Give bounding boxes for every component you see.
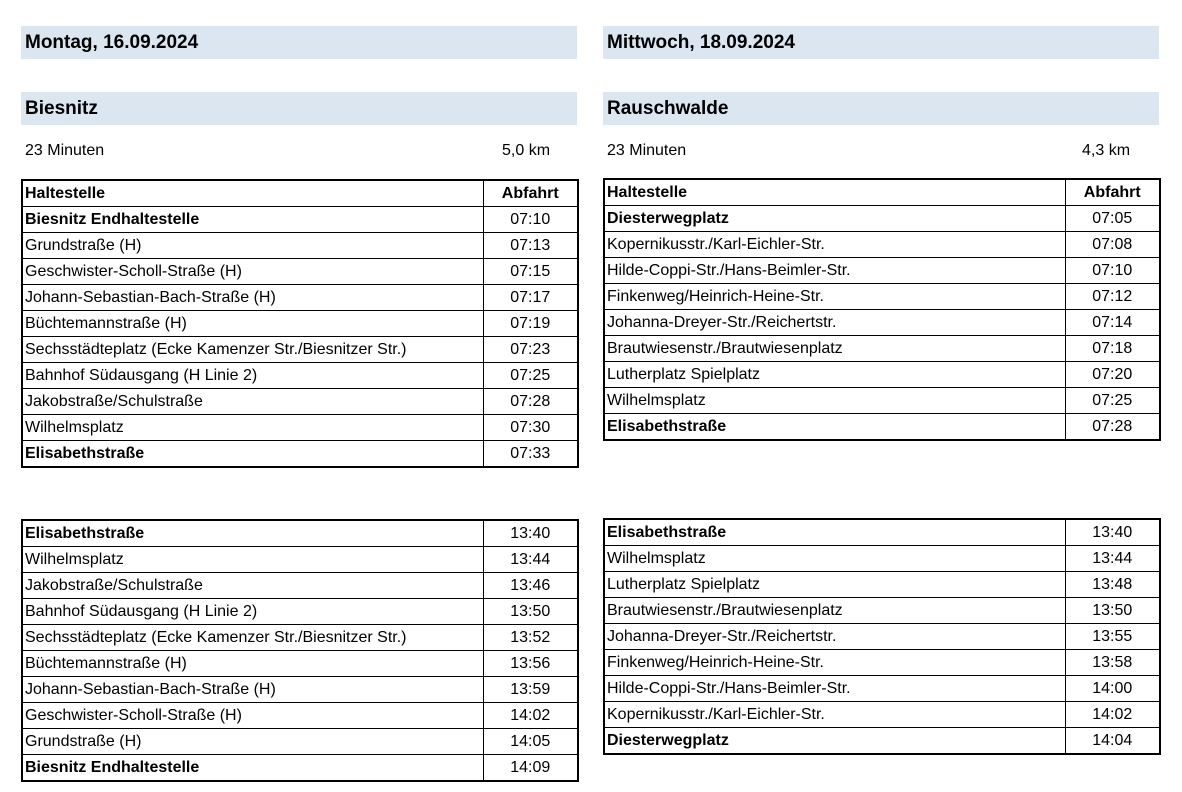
table-row bbox=[604, 546, 1160, 572]
table-row bbox=[604, 310, 1160, 336]
stop-name: Grundstraße (H) bbox=[22, 233, 483, 259]
header-time: Abfahrt bbox=[1065, 179, 1160, 206]
stop-name: Diesterwegplatz bbox=[604, 206, 1065, 232]
departure-time: 07:17 bbox=[483, 285, 578, 311]
stop-name: Kopernikusstr./Karl-Eichler-Str. bbox=[604, 702, 1065, 728]
table-row bbox=[604, 676, 1160, 702]
table-row bbox=[604, 336, 1160, 362]
table-row bbox=[22, 520, 578, 547]
departure-time: 13:40 bbox=[483, 520, 578, 547]
stop-name: Elisabethstraße bbox=[22, 520, 483, 547]
departure-time: 14:05 bbox=[483, 729, 578, 755]
table-row bbox=[604, 650, 1160, 676]
table-row bbox=[22, 337, 578, 363]
table-row bbox=[604, 519, 1160, 546]
stop-name: Sechsstädteplatz (Ecke Kamenzer Str./Biesnitzer Str.) bbox=[22, 337, 483, 363]
stop-name: Kopernikusstr./Karl-Eichler-Str. bbox=[604, 232, 1065, 258]
stop-name: Finkenweg/Heinrich-Heine-Str. bbox=[604, 284, 1065, 310]
departure-time: 13:50 bbox=[1065, 598, 1160, 624]
date-heading: Mittwoch, 18.09.2024 bbox=[603, 26, 1159, 59]
departure-time: 13:56 bbox=[483, 651, 578, 677]
departure-time: 07:28 bbox=[483, 389, 578, 415]
table-row bbox=[22, 547, 578, 573]
date-heading: Montag, 16.09.2024 bbox=[21, 26, 577, 59]
table-row bbox=[604, 206, 1160, 232]
stop-name: Bahnhof Südausgang (H Linie 2) bbox=[22, 363, 483, 389]
stop-name: Elisabethstraße bbox=[604, 414, 1065, 441]
departure-time: 13:59 bbox=[483, 677, 578, 703]
table-row bbox=[22, 755, 578, 782]
stop-name: Jakobstraße/Schulstraße bbox=[22, 573, 483, 599]
table-row bbox=[604, 598, 1160, 624]
stop-name: Elisabethstraße bbox=[22, 441, 483, 468]
departure-time: 14:09 bbox=[483, 755, 578, 782]
stop-name: Johann-Sebastian-Bach-Straße (H) bbox=[22, 677, 483, 703]
table-row bbox=[22, 441, 578, 468]
stop-name: Biesnitz Endhaltestelle bbox=[22, 755, 483, 782]
table-row bbox=[22, 207, 578, 233]
stop-name: Diesterwegplatz bbox=[604, 728, 1065, 755]
departure-time: 07:10 bbox=[483, 207, 578, 233]
route-meta bbox=[21, 142, 577, 162]
table-row bbox=[22, 599, 578, 625]
header-time: Abfahrt bbox=[483, 180, 578, 207]
departure-time: 13:48 bbox=[1065, 572, 1160, 598]
table-row bbox=[604, 728, 1160, 755]
departure-time: 13:44 bbox=[1065, 546, 1160, 572]
table-row bbox=[22, 415, 578, 441]
table-row bbox=[604, 624, 1160, 650]
table-row bbox=[22, 677, 578, 703]
distance-label: 4,3 km bbox=[1082, 142, 1131, 159]
stop-name: Lutherplatz Spielplatz bbox=[604, 362, 1065, 388]
stop-name: Finkenweg/Heinrich-Heine-Str. bbox=[604, 650, 1065, 676]
table-row bbox=[604, 362, 1160, 388]
stop-name: Geschwister-Scholl-Straße (H) bbox=[22, 703, 483, 729]
table-row bbox=[604, 414, 1160, 441]
stop-name: Elisabethstraße bbox=[604, 519, 1065, 546]
morning-timetable bbox=[21, 179, 579, 468]
departure-time: 13:58 bbox=[1065, 650, 1160, 676]
table-row bbox=[22, 625, 578, 651]
departure-time: 07:10 bbox=[1065, 258, 1160, 284]
stop-name: Biesnitz Endhaltestelle bbox=[22, 207, 483, 233]
table-row bbox=[22, 259, 578, 285]
stop-name: Bahnhof Südausgang (H Linie 2) bbox=[22, 599, 483, 625]
morning-timetable bbox=[603, 178, 1161, 441]
table-row bbox=[604, 258, 1160, 284]
departure-time: 13:40 bbox=[1065, 519, 1160, 546]
timetable-header bbox=[604, 179, 1160, 206]
departure-time: 07:08 bbox=[1065, 232, 1160, 258]
stop-name: Brautwiesenstr./Brautwiesenplatz bbox=[604, 336, 1065, 362]
table-row bbox=[22, 703, 578, 729]
stop-name: Jakobstraße/Schulstraße bbox=[22, 389, 483, 415]
departure-time: 13:52 bbox=[483, 625, 578, 651]
stop-name: Lutherplatz Spielplatz bbox=[604, 572, 1065, 598]
departure-time: 13:50 bbox=[483, 599, 578, 625]
departure-time: 14:02 bbox=[1065, 702, 1160, 728]
stop-name: Hilde-Coppi-Str./Hans-Beimler-Str. bbox=[604, 676, 1065, 702]
stop-name: Wilhelmsplatz bbox=[604, 546, 1065, 572]
departure-time: 07:25 bbox=[483, 363, 578, 389]
table-row bbox=[22, 651, 578, 677]
stop-name: Wilhelmsplatz bbox=[22, 547, 483, 573]
table-row bbox=[22, 285, 578, 311]
departure-time: 07:12 bbox=[1065, 284, 1160, 310]
duration-label: 23 Minuten bbox=[25, 142, 105, 159]
distance-label: 5,0 km bbox=[502, 142, 551, 159]
table-row bbox=[22, 363, 578, 389]
table-row bbox=[604, 232, 1160, 258]
route-heading: Rauschwalde bbox=[603, 92, 1159, 125]
table-row bbox=[22, 233, 578, 259]
table-row bbox=[604, 702, 1160, 728]
route-meta bbox=[603, 142, 1159, 162]
departure-time: 14:04 bbox=[1065, 728, 1160, 755]
duration-label: 23 Minuten bbox=[607, 142, 687, 159]
stop-name: Sechsstädteplatz (Ecke Kamenzer Str./Biesnitzer Str.) bbox=[22, 625, 483, 651]
stop-name: Hilde-Coppi-Str./Hans-Beimler-Str. bbox=[604, 258, 1065, 284]
departure-time: 07:33 bbox=[483, 441, 578, 468]
header-stop: Haltestelle bbox=[22, 180, 483, 207]
table-row bbox=[604, 572, 1160, 598]
timetable-header bbox=[22, 180, 578, 207]
table-row bbox=[604, 388, 1160, 414]
stop-name: Wilhelmsplatz bbox=[22, 415, 483, 441]
stop-name: Wilhelmsplatz bbox=[604, 388, 1065, 414]
stop-name: Brautwiesenstr./Brautwiesenplatz bbox=[604, 598, 1065, 624]
stop-name: Johanna-Dreyer-Str./Reichertstr. bbox=[604, 310, 1065, 336]
departure-time: 13:44 bbox=[483, 547, 578, 573]
route-heading: Biesnitz bbox=[21, 92, 577, 125]
departure-time: 07:23 bbox=[483, 337, 578, 363]
table-row bbox=[22, 311, 578, 337]
departure-time: 07:15 bbox=[483, 259, 578, 285]
departure-time: 07:13 bbox=[483, 233, 578, 259]
departure-time: 07:05 bbox=[1065, 206, 1160, 232]
table-row bbox=[22, 573, 578, 599]
departure-time: 07:25 bbox=[1065, 388, 1160, 414]
departure-time: 07:30 bbox=[483, 415, 578, 441]
departure-time: 07:19 bbox=[483, 311, 578, 337]
afternoon-timetable bbox=[21, 519, 579, 782]
stop-name: Geschwister-Scholl-Straße (H) bbox=[22, 259, 483, 285]
stop-name: Johanna-Dreyer-Str./Reichertstr. bbox=[604, 624, 1065, 650]
table-row bbox=[22, 389, 578, 415]
stop-name: Johann-Sebastian-Bach-Straße (H) bbox=[22, 285, 483, 311]
departure-time: 13:55 bbox=[1065, 624, 1160, 650]
departure-time: 07:18 bbox=[1065, 336, 1160, 362]
departure-time: 14:02 bbox=[483, 703, 578, 729]
departure-time: 07:14 bbox=[1065, 310, 1160, 336]
stop-name: Grundstraße (H) bbox=[22, 729, 483, 755]
afternoon-timetable bbox=[603, 518, 1161, 755]
stop-name: Büchtemannstraße (H) bbox=[22, 311, 483, 337]
header-stop: Haltestelle bbox=[604, 179, 1065, 206]
stop-name: Büchtemannstraße (H) bbox=[22, 651, 483, 677]
departure-time: 07:20 bbox=[1065, 362, 1160, 388]
departure-time: 07:28 bbox=[1065, 414, 1160, 441]
departure-time: 14:00 bbox=[1065, 676, 1160, 702]
table-row bbox=[22, 729, 578, 755]
departure-time: 13:46 bbox=[483, 573, 578, 599]
table-row bbox=[604, 284, 1160, 310]
